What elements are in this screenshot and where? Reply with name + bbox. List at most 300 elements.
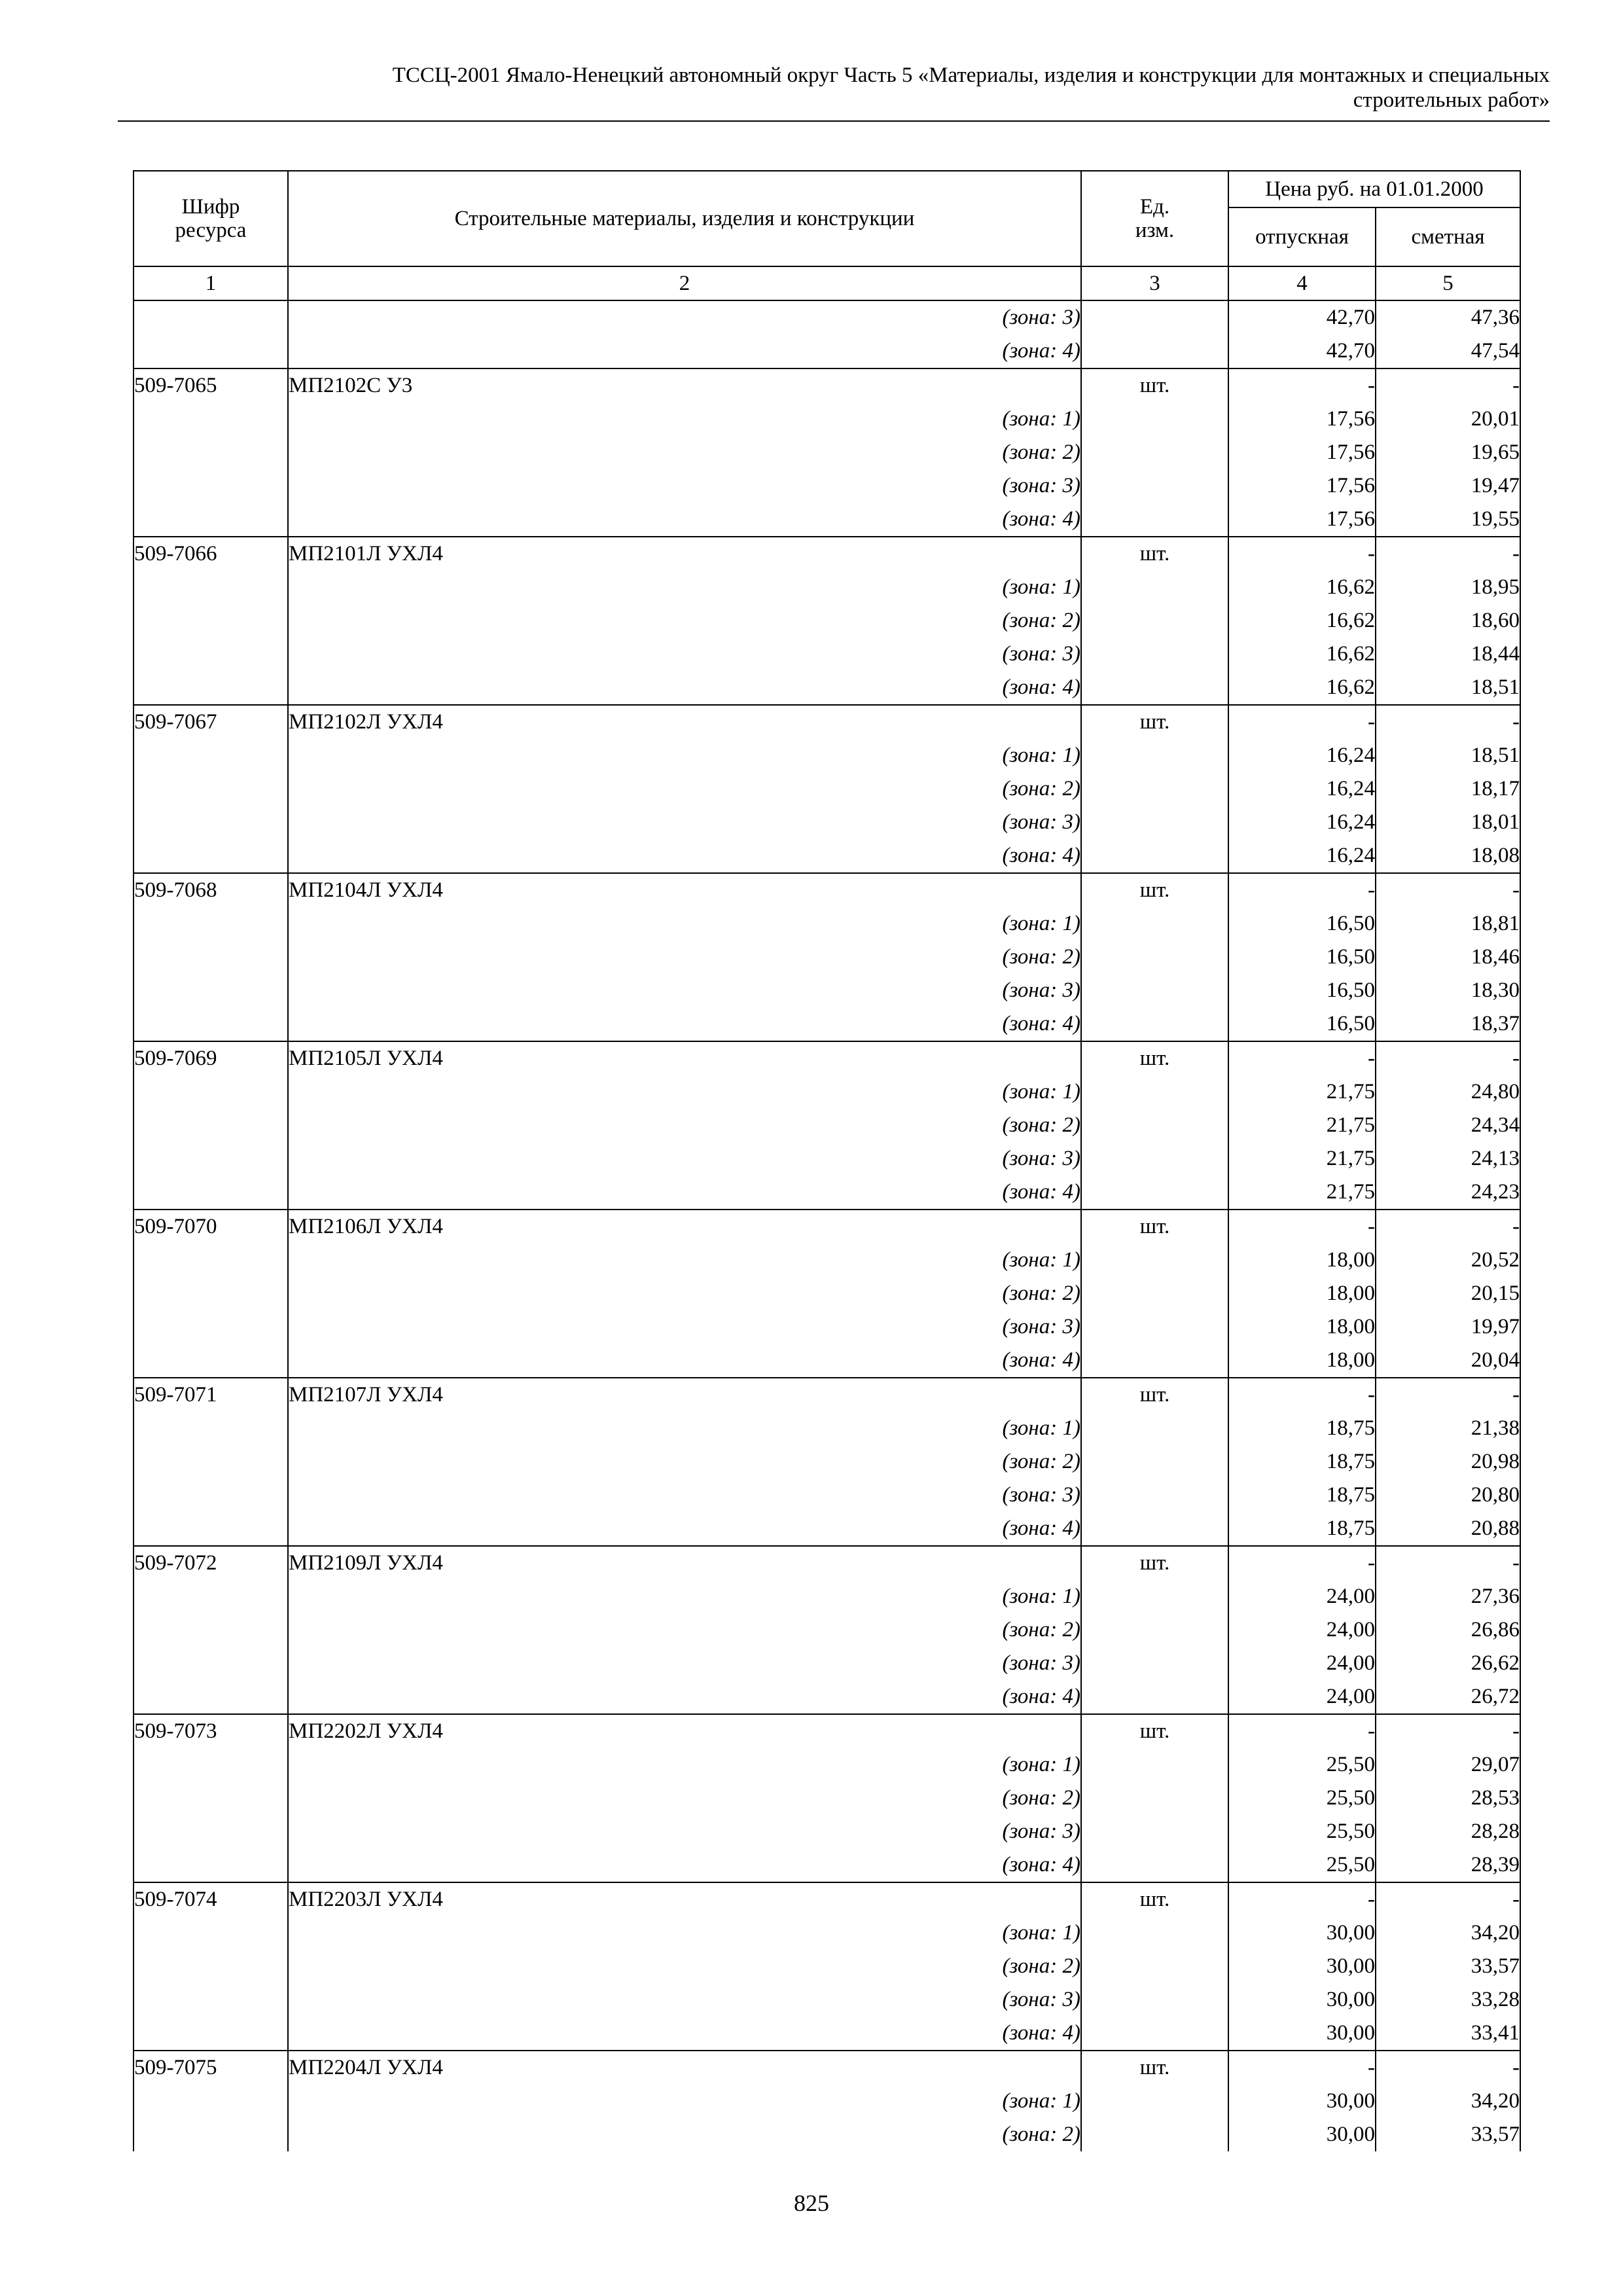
zone-label: (зона: 4) <box>288 1344 1081 1378</box>
zone-label: (зона: 2) <box>288 1109 1081 1142</box>
zone-label: (зона: 3) <box>288 806 1081 839</box>
running-header <box>118 63 1550 113</box>
unit-cell <box>1081 1007 1228 1041</box>
zone-label: (зона: 2) <box>288 1613 1081 1647</box>
resource-code-cell <box>134 637 288 671</box>
release-price: 16,62 <box>1228 604 1376 637</box>
unit-cell <box>1081 1748 1228 1782</box>
estimate-price: 18,46 <box>1376 941 1520 974</box>
release-price: 21,75 <box>1228 1109 1376 1142</box>
release-price: - <box>1228 1210 1376 1244</box>
resource-code-cell <box>134 571 288 604</box>
unit-cell <box>1081 1445 1228 1479</box>
estimate-price: 28,53 <box>1376 1782 1520 1815</box>
release-price: 16,62 <box>1228 571 1376 604</box>
resource-code-cell <box>134 1647 288 1680</box>
zone-row <box>134 571 1520 604</box>
release-price: - <box>1228 1378 1376 1412</box>
resource-name: МП2102Л УХЛ4 <box>288 705 1081 739</box>
zone-label: (зона: 3) <box>288 1142 1081 1175</box>
unit-cell <box>1081 1647 1228 1680</box>
resource-name: МП2109Л УХЛ4 <box>288 1546 1081 1580</box>
release-price: 24,00 <box>1228 1580 1376 1613</box>
release-price: 16,50 <box>1228 907 1376 941</box>
estimate-price: 33,28 <box>1376 1983 1520 2017</box>
zone-row <box>134 1680 1520 1714</box>
release-price: 16,50 <box>1228 941 1376 974</box>
estimate-price: 20,04 <box>1376 1344 1520 1378</box>
resource-name: МП2204Л УХЛ4 <box>288 2051 1081 2085</box>
zone-label: (зона: 4) <box>288 671 1081 705</box>
estimate-price: 18,95 <box>1376 571 1520 604</box>
resource-row <box>134 368 1520 403</box>
resource-code-cell <box>134 1412 288 1445</box>
resource-code-cell <box>134 469 288 503</box>
col-number: 3 <box>1081 266 1228 300</box>
resource-code-cell <box>134 2017 288 2051</box>
unit-cell <box>1081 1175 1228 1210</box>
zone-label: (зона: 3) <box>288 469 1081 503</box>
estimate-price: 18,51 <box>1376 739 1520 772</box>
zone-row <box>134 1007 1520 1041</box>
release-price: - <box>1228 537 1376 571</box>
zone-label: (зона: 1) <box>288 739 1081 772</box>
page-number: 825 <box>794 2190 829 2216</box>
release-price: 18,75 <box>1228 1479 1376 1512</box>
zone-label: (зона: 1) <box>288 1244 1081 1277</box>
zone-row <box>134 1277 1520 1310</box>
resource-row <box>134 1882 1520 1916</box>
zone-row <box>134 806 1520 839</box>
release-price: 16,24 <box>1228 739 1376 772</box>
unit-cell <box>1081 1983 1228 2017</box>
estimate-price: 20,80 <box>1376 1479 1520 1512</box>
zone-row <box>134 1983 1520 2017</box>
unit-cell <box>1081 907 1228 941</box>
release-price: 24,00 <box>1228 1680 1376 1714</box>
price-table <box>133 170 1521 2151</box>
estimate-price: 18,81 <box>1376 907 1520 941</box>
zone-row <box>134 1815 1520 1848</box>
resource-code-cell <box>134 1244 288 1277</box>
unit-cell <box>1081 403 1228 436</box>
zone-row <box>134 907 1520 941</box>
resource-code-cell <box>134 941 288 974</box>
estimate-price: - <box>1376 873 1520 907</box>
resource-unit: шт. <box>1081 1210 1228 1244</box>
unit-cell <box>1081 1142 1228 1175</box>
unit-cell <box>1081 772 1228 806</box>
resource-code: 509-7068 <box>134 873 288 907</box>
resource-code-cell <box>134 1075 288 1109</box>
unit-cell <box>1081 571 1228 604</box>
estimate-price: 26,62 <box>1376 1647 1520 1680</box>
estimate-price: - <box>1376 1378 1520 1412</box>
resource-code-cell <box>134 1580 288 1613</box>
zone-label: (зона: 1) <box>288 1916 1081 1950</box>
estimate-price: 19,65 <box>1376 436 1520 469</box>
release-price: 18,00 <box>1228 1244 1376 1277</box>
zone-row <box>134 1310 1520 1344</box>
zone-row <box>134 1244 1520 1277</box>
release-price: 17,56 <box>1228 503 1376 537</box>
estimate-price: 19,55 <box>1376 503 1520 537</box>
resource-unit: шт. <box>1081 368 1228 403</box>
estimate-price: 33,41 <box>1376 2017 1520 2051</box>
estimate-price: 33,57 <box>1376 2118 1520 2151</box>
release-price: 21,75 <box>1228 1075 1376 1109</box>
zone-row <box>134 2118 1520 2151</box>
estimate-price: - <box>1376 1041 1520 1075</box>
zone-label: (зона: 2) <box>288 1950 1081 1983</box>
unit-cell <box>1081 2118 1228 2151</box>
resource-code-cell <box>134 1344 288 1378</box>
col-number: 1 <box>134 266 288 300</box>
estimate-price: 19,47 <box>1376 469 1520 503</box>
unit-cell <box>1081 1109 1228 1142</box>
resource-code-cell <box>134 1479 288 1512</box>
zone-label: (зона: 3) <box>288 300 1081 334</box>
zone-label: (зона: 4) <box>288 503 1081 537</box>
zone-label: (зона: 3) <box>288 1983 1081 2017</box>
zone-row <box>134 1445 1520 1479</box>
zone-row <box>134 503 1520 537</box>
zone-row <box>134 1412 1520 1445</box>
header-rule <box>118 120 1550 122</box>
unit-cell <box>1081 839 1228 873</box>
zone-row <box>134 772 1520 806</box>
release-price: 30,00 <box>1228 1950 1376 1983</box>
zone-label: (зона: 3) <box>288 1310 1081 1344</box>
unit-cell <box>1081 469 1228 503</box>
zone-label: (зона: 1) <box>288 1580 1081 1613</box>
release-price: 25,50 <box>1228 1848 1376 1882</box>
zone-label: (зона: 4) <box>288 334 1081 368</box>
resource-row <box>134 873 1520 907</box>
estimate-price: - <box>1376 1210 1520 1244</box>
resource-code-cell <box>134 604 288 637</box>
zone-label: (зона: 2) <box>288 436 1081 469</box>
resource-unit: шт. <box>1081 537 1228 571</box>
unit-cell <box>1081 637 1228 671</box>
release-price: 24,00 <box>1228 1647 1376 1680</box>
release-price: 16,50 <box>1228 1007 1376 1041</box>
resource-code-cell <box>134 1916 288 1950</box>
release-price: - <box>1228 368 1376 403</box>
estimate-price: 28,28 <box>1376 1815 1520 1848</box>
resource-name: МП2101Л УХЛ4 <box>288 537 1081 571</box>
zone-row <box>134 403 1520 436</box>
zone-label: (зона: 4) <box>288 1848 1081 1882</box>
release-price: - <box>1228 1546 1376 1580</box>
estimate-price: 33,57 <box>1376 1950 1520 1983</box>
estimate-price: 20,88 <box>1376 1512 1520 1546</box>
release-price: 21,75 <box>1228 1175 1376 1210</box>
resource-code-cell <box>134 1277 288 1310</box>
unit-cell <box>1081 1244 1228 1277</box>
resource-code-cell <box>134 1815 288 1848</box>
zone-label: (зона: 1) <box>288 403 1081 436</box>
estimate-price: 47,36 <box>1376 300 1520 334</box>
estimate-price: 20,15 <box>1376 1277 1520 1310</box>
estimate-price: - <box>1376 705 1520 739</box>
resource-unit: шт. <box>1081 2051 1228 2085</box>
resource-name: МП2107Л УХЛ4 <box>288 1378 1081 1412</box>
unit-cell <box>1081 1344 1228 1378</box>
resource-code: 509-7065 <box>134 368 288 403</box>
resource-code-cell <box>134 2118 288 2151</box>
estimate-price: 34,20 <box>1376 2085 1520 2118</box>
estimate-price: 18,37 <box>1376 1007 1520 1041</box>
resource-code-cell <box>134 1007 288 1041</box>
header-line-1: ТССЦ-2001 Ямало-Ненецкий автономный округ Часть 5 «Материалы, изделия и конструкции для монтажных и специальных <box>392 63 1550 87</box>
resource-row <box>134 705 1520 739</box>
unit-cell <box>1081 1916 1228 1950</box>
resource-code: 509-7072 <box>134 1546 288 1580</box>
zone-label: (зона: 1) <box>288 1748 1081 1782</box>
estimate-price: - <box>1376 1714 1520 1748</box>
resource-unit: шт. <box>1081 873 1228 907</box>
zone-row <box>134 1613 1520 1647</box>
zone-row <box>134 1848 1520 1882</box>
estimate-price: 20,98 <box>1376 1445 1520 1479</box>
estimate-price: - <box>1376 368 1520 403</box>
resource-code-cell <box>134 1613 288 1647</box>
unit-cell <box>1081 1782 1228 1815</box>
unit-cell <box>1081 436 1228 469</box>
zone-row <box>134 671 1520 705</box>
zone-row <box>134 1512 1520 1546</box>
zone-row <box>134 1175 1520 1210</box>
zone-row <box>134 839 1520 873</box>
unit-cell <box>1081 671 1228 705</box>
release-price: 30,00 <box>1228 2085 1376 2118</box>
release-price: 18,00 <box>1228 1344 1376 1378</box>
zone-label: (зона: 2) <box>288 604 1081 637</box>
release-price: 30,00 <box>1228 2017 1376 2051</box>
estimate-price: 18,01 <box>1376 806 1520 839</box>
resource-code-cell <box>134 1512 288 1546</box>
table-body <box>134 300 1520 2151</box>
estimate-price: 20,52 <box>1376 1244 1520 1277</box>
release-price: 42,70 <box>1228 300 1376 334</box>
estimate-price: - <box>1376 1546 1520 1580</box>
unit-cell <box>1081 739 1228 772</box>
estimate-price: 18,60 <box>1376 604 1520 637</box>
resource-row <box>134 537 1520 571</box>
zone-row <box>134 1479 1520 1512</box>
zone-row <box>134 1916 1520 1950</box>
resource-unit: шт. <box>1081 1882 1228 1916</box>
zone-row <box>134 2017 1520 2051</box>
zone-label: (зона: 2) <box>288 772 1081 806</box>
release-price: 18,75 <box>1228 1412 1376 1445</box>
col-header-estimate: сметная <box>1376 207 1520 266</box>
estimate-price: 34,20 <box>1376 1916 1520 1950</box>
resource-name: МП2102С У3 <box>288 368 1081 403</box>
resource-code-cell <box>134 334 288 368</box>
release-price: 30,00 <box>1228 1916 1376 1950</box>
unit-cell <box>1081 1479 1228 1512</box>
release-price: 25,50 <box>1228 1782 1376 1815</box>
zone-label: (зона: 2) <box>288 2118 1081 2151</box>
zone-row <box>134 1950 1520 1983</box>
unit-cell <box>1081 806 1228 839</box>
release-price: 16,50 <box>1228 974 1376 1007</box>
col-number: 2 <box>288 266 1081 300</box>
resource-name: МП2104Л УХЛ4 <box>288 873 1081 907</box>
release-price: 30,00 <box>1228 2118 1376 2151</box>
col-header-price: Цена руб. на 01.01.2000 <box>1228 171 1520 207</box>
zone-label: (зона: 3) <box>288 974 1081 1007</box>
release-price: 25,50 <box>1228 1748 1376 1782</box>
unit-cell <box>1081 1848 1228 1882</box>
resource-code-cell <box>134 300 288 334</box>
resource-name: МП2202Л УХЛ4 <box>288 1714 1081 1748</box>
zone-label: (зона: 1) <box>288 907 1081 941</box>
release-price: - <box>1228 1041 1376 1075</box>
zone-row <box>134 1075 1520 1109</box>
zone-row <box>134 436 1520 469</box>
resource-code-cell <box>134 772 288 806</box>
zone-label: (зона: 2) <box>288 1782 1081 1815</box>
estimate-price: 18,08 <box>1376 839 1520 873</box>
col-number: 4 <box>1228 266 1376 300</box>
release-price: - <box>1228 1882 1376 1916</box>
unit-cell <box>1081 1950 1228 1983</box>
resource-unit: шт. <box>1081 1546 1228 1580</box>
zone-row <box>134 637 1520 671</box>
release-price: 16,24 <box>1228 772 1376 806</box>
release-price: 16,24 <box>1228 839 1376 873</box>
release-price: 42,70 <box>1228 334 1376 368</box>
resource-row <box>134 1210 1520 1244</box>
resource-unit: шт. <box>1081 705 1228 739</box>
release-price: 30,00 <box>1228 1983 1376 2017</box>
estimate-price: 21,38 <box>1376 1412 1520 1445</box>
zone-label: (зона: 2) <box>288 1277 1081 1310</box>
unit-cell <box>1081 1680 1228 1714</box>
unit-cell <box>1081 300 1228 334</box>
release-price: 18,75 <box>1228 1445 1376 1479</box>
resource-code-cell <box>134 1848 288 1882</box>
estimate-price: 18,51 <box>1376 671 1520 705</box>
resource-code-cell <box>134 503 288 537</box>
unit-cell <box>1081 503 1228 537</box>
zone-row <box>134 941 1520 974</box>
unit-cell <box>1081 1580 1228 1613</box>
resource-row <box>134 1546 1520 1580</box>
release-price: 16,62 <box>1228 671 1376 705</box>
estimate-price: 47,54 <box>1376 334 1520 368</box>
release-price: 16,24 <box>1228 806 1376 839</box>
zone-row <box>134 1344 1520 1378</box>
resource-code: 509-7070 <box>134 1210 288 1244</box>
zone-label: (зона: 4) <box>288 1512 1081 1546</box>
resource-code: 509-7066 <box>134 537 288 571</box>
resource-code-cell <box>134 806 288 839</box>
release-price: - <box>1228 873 1376 907</box>
resource-unit: шт. <box>1081 1041 1228 1075</box>
zone-row <box>134 300 1520 334</box>
estimate-price: 18,17 <box>1376 772 1520 806</box>
resource-code: 509-7074 <box>134 1882 288 1916</box>
zone-row <box>134 1782 1520 1815</box>
estimate-price: 28,39 <box>1376 1848 1520 1882</box>
resource-code-cell <box>134 1983 288 2017</box>
release-price: - <box>1228 2051 1376 2085</box>
zone-row <box>134 334 1520 368</box>
estimate-price: 26,86 <box>1376 1613 1520 1647</box>
resource-code-cell <box>134 1175 288 1210</box>
estimate-price: 20,01 <box>1376 403 1520 436</box>
release-price: 21,75 <box>1228 1142 1376 1175</box>
zone-label: (зона: 2) <box>288 941 1081 974</box>
estimate-price: - <box>1376 1882 1520 1916</box>
col-header-name: Строительные материалы, изделия и конструкции <box>288 171 1081 266</box>
resource-code-cell <box>134 1109 288 1142</box>
zone-label: (зона: 4) <box>288 2017 1081 2051</box>
estimate-price: 18,44 <box>1376 637 1520 671</box>
header-line-2: строительных работ» <box>1353 88 1550 112</box>
resource-name: МП2105Л УХЛ4 <box>288 1041 1081 1075</box>
zone-label: (зона: 4) <box>288 1680 1081 1714</box>
col-number: 5 <box>1376 266 1520 300</box>
zone-label: (зона: 3) <box>288 1647 1081 1680</box>
zone-label: (зона: 1) <box>288 1412 1081 1445</box>
estimate-price: 24,13 <box>1376 1142 1520 1175</box>
release-price: 18,00 <box>1228 1277 1376 1310</box>
resource-code-cell <box>134 2085 288 2118</box>
unit-cell <box>1081 1277 1228 1310</box>
resource-row <box>134 2051 1520 2085</box>
resource-code-cell <box>134 403 288 436</box>
estimate-price: - <box>1376 2051 1520 2085</box>
release-price: 17,56 <box>1228 469 1376 503</box>
zone-label: (зона: 1) <box>288 1075 1081 1109</box>
estimate-price: 24,23 <box>1376 1175 1520 1210</box>
zone-label: (зона: 3) <box>288 1479 1081 1512</box>
resource-code-cell <box>134 1445 288 1479</box>
unit-cell <box>1081 1815 1228 1848</box>
unit-cell <box>1081 1412 1228 1445</box>
unit-cell <box>1081 334 1228 368</box>
unit-cell <box>1081 1310 1228 1344</box>
zone-row <box>134 1580 1520 1613</box>
zone-row <box>134 1109 1520 1142</box>
col-header-code: Шифр ресурса <box>134 171 288 266</box>
unit-cell <box>1081 2085 1228 2118</box>
resource-row <box>134 1041 1520 1075</box>
release-price: - <box>1228 1714 1376 1748</box>
zone-label: (зона: 4) <box>288 839 1081 873</box>
estimate-price: 18,30 <box>1376 974 1520 1007</box>
unit-cell <box>1081 604 1228 637</box>
resource-code: 509-7075 <box>134 2051 288 2085</box>
release-price: 17,56 <box>1228 436 1376 469</box>
resource-code-cell <box>134 974 288 1007</box>
resource-code-cell <box>134 671 288 705</box>
zone-label: (зона: 4) <box>288 1007 1081 1041</box>
estimate-price: 29,07 <box>1376 1748 1520 1782</box>
estimate-price: 26,72 <box>1376 1680 1520 1714</box>
zone-row <box>134 974 1520 1007</box>
release-price: 17,56 <box>1228 403 1376 436</box>
resource-code-cell <box>134 1310 288 1344</box>
zone-label: (зона: 3) <box>288 637 1081 671</box>
col-header-unit: Ед. изм. <box>1081 171 1228 266</box>
release-price: 16,62 <box>1228 637 1376 671</box>
